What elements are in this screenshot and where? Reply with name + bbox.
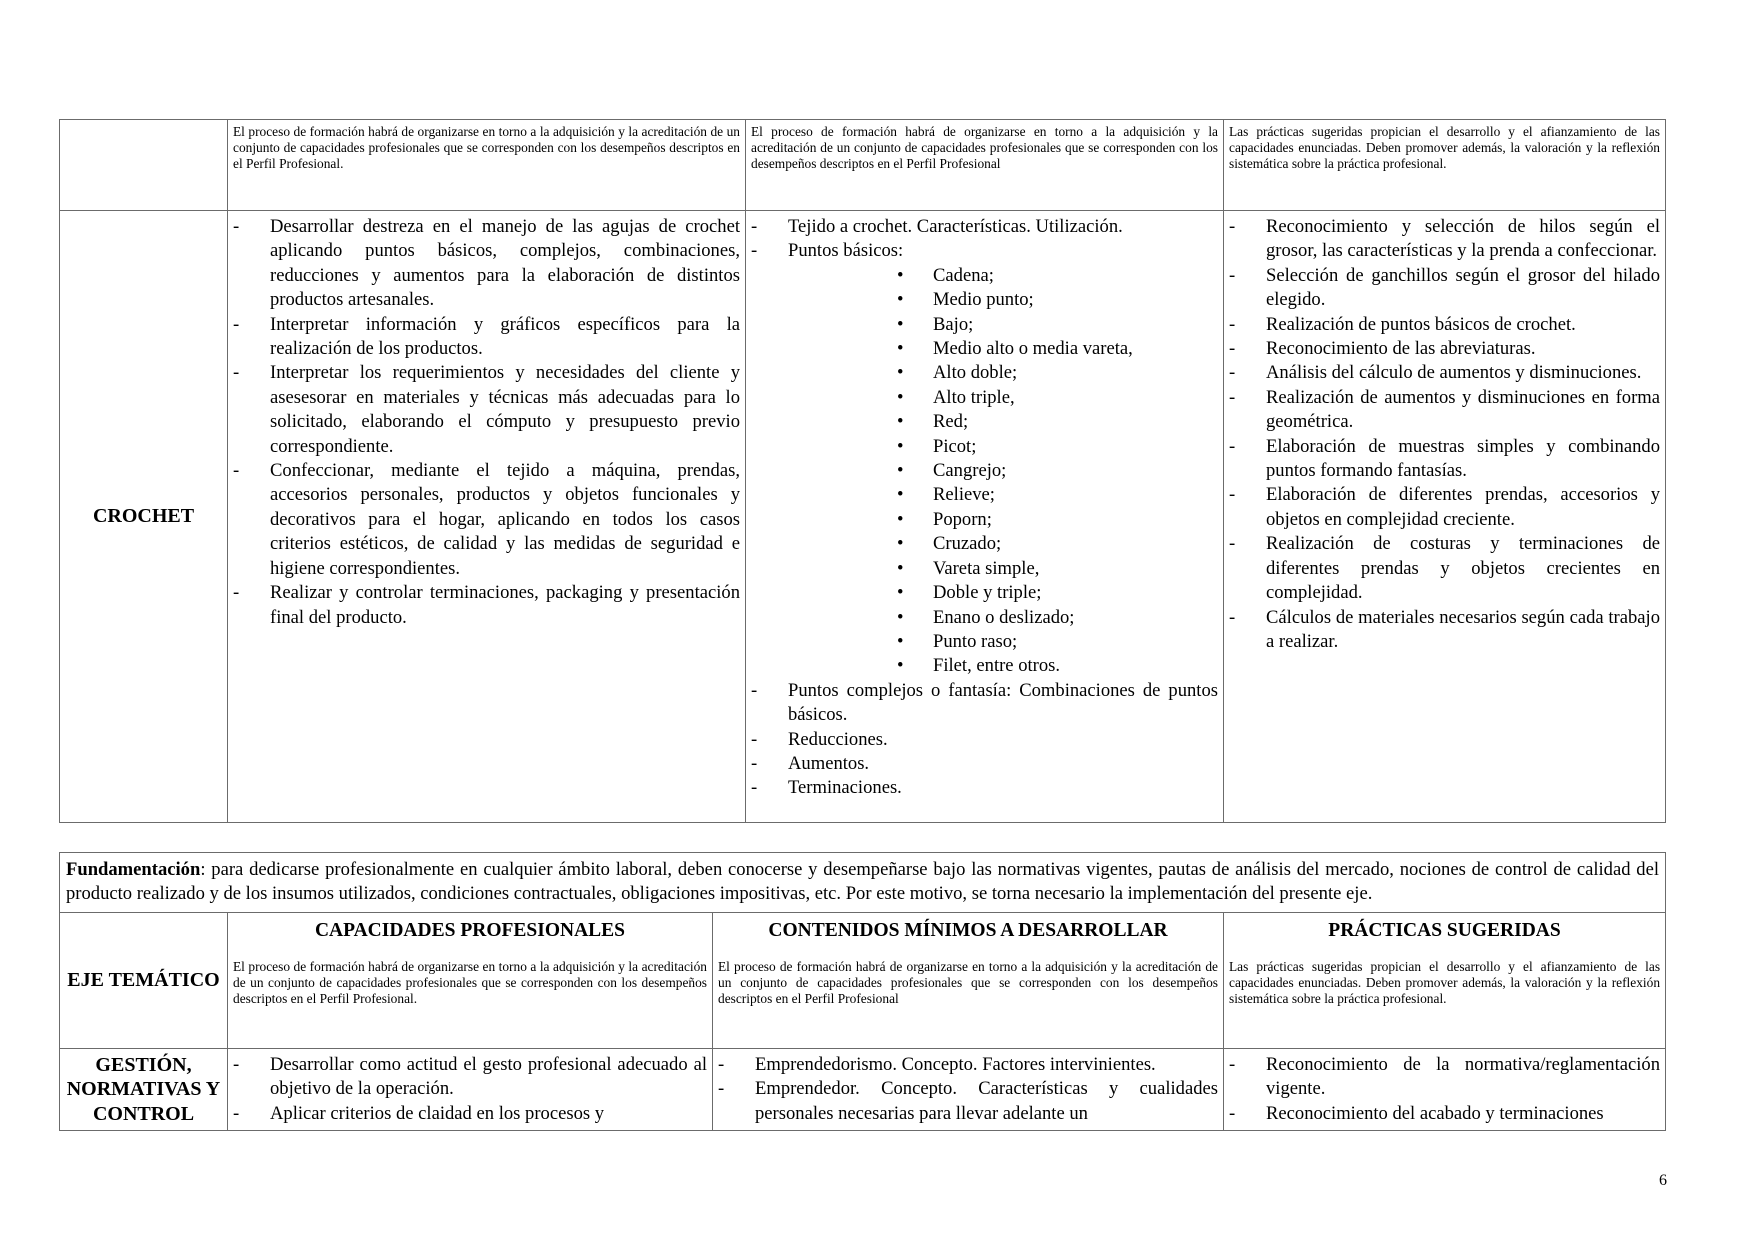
list-item: - Análisis del cálculo de aumentos y disminuciones. <box>1229 361 1660 385</box>
list-item: • Poporn; <box>897 508 1218 532</box>
empty-header-cell <box>60 120 228 211</box>
list-item: • Alto triple, <box>897 386 1218 410</box>
gestion-capacidades-list <box>233 1053 707 1126</box>
practicas-description: Las prácticas sugeridas propician el desarrollo y el afianzamiento de las capacidades enunciadas. Deben promover además, la valoración y la reflexión sistemática sobre la práctica profesional. <box>1224 120 1666 211</box>
list-item: - Emprendedor. Concepto. Características y cualidades personales necesarias para llevar adelante un <box>718 1077 1218 1126</box>
page-number: 6 <box>1659 1172 1667 1189</box>
list-item: - Confeccionar, mediante el tejido a máquina, prendas, accesorios personales, productos y objetos funcionales y decorativos para el hogar, aplicando en todos los casos criterios estéticos, de calidad y las medidas de seguridad e higiene correspondientes. <box>233 459 740 581</box>
capacidades-list <box>233 215 740 630</box>
list-item: - Reconocimiento y selección de hilos según el grosor, las características y la prenda a confeccionar. <box>1229 215 1660 264</box>
gestion-contenidos-list <box>718 1053 1218 1126</box>
gestion-header-row <box>60 912 1666 1048</box>
practicas-header <box>1224 912 1666 1048</box>
list-item: • Vareta simple, <box>897 557 1218 581</box>
fundamentacion-cell <box>60 853 1666 913</box>
capacidades-title: CAPACIDADES PROFESIONALES <box>314 919 626 941</box>
list-item: • Relieve; <box>897 483 1218 507</box>
list-item: - Selección de ganchillos según el grosor del hilado elegido. <box>1229 264 1660 313</box>
list-item: • Punto raso; <box>897 630 1218 654</box>
list-item: - Reconocimiento de las abreviaturas. <box>1229 337 1660 361</box>
practicas-cell <box>1224 211 1666 823</box>
list-item: - Terminaciones. <box>751 776 1218 800</box>
list-item: - Realización de costuras y terminaciones de diferentes prendas y objetos crecientes en complejidad. <box>1229 532 1660 605</box>
list-item: • Bajo; <box>897 313 1218 337</box>
gestion-table <box>59 852 1666 1131</box>
fundamentacion-text: : para dedicarse profesionalmente en cualquier ámbito laboral, deben conocerse y desempeñarse bajo las normativas vigentes, pautas de análisis del mercado, nociones de control de calidad del producto realizado y de los insumos utilizados, condiciones contractuales, obligaciones impositivas, etc. Por este motivo, se torna necesario la implementación del presente eje. <box>66 859 1660 905</box>
crochet-content-row <box>60 211 1666 823</box>
list-item: - Interpretar información y gráficos específicos para la realización de los productos. <box>233 313 740 362</box>
fundamentacion-row <box>60 853 1666 913</box>
crochet-table <box>59 119 1666 823</box>
list-item: • Picot; <box>897 435 1218 459</box>
capacidades-header-description: El proceso de formación habrá de organizarse en torno a la adquisición y la acreditación de un conjunto de capacidades profesionales que se corresponden con los desempeños descriptos en el Perfil Profesional. <box>233 958 707 1006</box>
list-item: - Puntos complejos o fantasía: Combinaciones de puntos básicos. <box>751 679 1218 728</box>
list-item: - Reducciones. <box>751 728 1218 752</box>
eje-gestion: GESTIÓN, NORMATIVAS Y CONTROL <box>60 1048 228 1130</box>
list-item: • Medio alto o media vareta, <box>897 337 1218 361</box>
gestion-contenidos-cell <box>713 1048 1224 1130</box>
list-item: - Puntos básicos: <box>751 239 1218 263</box>
list-item: • Medio punto; <box>897 288 1218 312</box>
list-item: • Enano o deslizado; <box>897 606 1218 630</box>
practicas-list <box>1229 215 1660 654</box>
list-item: • Doble y triple; <box>897 581 1218 605</box>
practicas-header-description: Las prácticas sugeridas propician el desarrollo y el afianzamiento de las capacidades enunciadas. Deben promover además, la valoración y la reflexión sistemática sobre la práctica profesional. <box>1229 958 1661 1006</box>
eje-crochet: CROCHET <box>60 211 228 823</box>
gestion-content-row <box>60 1048 1666 1130</box>
list-item: - Aumentos. <box>751 752 1218 776</box>
contenidos-list-top <box>751 215 1218 264</box>
list-item: • Cangrejo; <box>897 459 1218 483</box>
list-item: - Aplicar criterios de claidad en los procesos y <box>233 1102 707 1126</box>
list-item: - Reconocimiento de la normativa/reglamentación vigente. <box>1229 1053 1660 1102</box>
capacidades-cell <box>228 211 746 823</box>
list-item: - Interpretar los requerimientos y necesidades del cliente y asesesorar en materiales y técnicas más adecuadas para lo solicitado, elaborando el cómputo y presupuesto previo correspondiente. <box>233 361 740 459</box>
list-item: - Desarrollar como actitud el gesto profesional adecuado al objetivo de la operación. <box>233 1053 707 1102</box>
gestion-practicas-cell <box>1224 1048 1666 1130</box>
eje-tematico-header: EJE TEMÁTICO <box>60 912 228 1048</box>
capacidades-description: El proceso de formación habrá de organizarse en torno a la adquisición y la acreditación de un conjunto de capacidades profesionales que se corresponden con los desempeños descriptos en el Perfil Profesional. <box>228 120 746 211</box>
contenidos-description: El proceso de formación habrá de organizarse en torno a la adquisición y la acreditación de un conjunto de capacidades profesionales que se corresponden con los desempeños descriptos en el Perfil Profesional <box>746 120 1224 211</box>
contenidos-title: CONTENIDOS MÍNIMOS A DESARROLLAR <box>768 919 1168 941</box>
fundamentacion-label: Fundamentación <box>66 859 201 880</box>
practicas-title: PRÁCTICAS SUGERIDAS <box>1328 919 1561 941</box>
list-item: - Realización de puntos básicos de crochet. <box>1229 313 1660 337</box>
gestion-practicas-list <box>1229 1053 1660 1126</box>
list-item: - Cálculos de materiales necesarios según cada trabajo a realizar. <box>1229 606 1660 655</box>
list-item: • Red; <box>897 410 1218 434</box>
puntos-basicos-list <box>751 264 1218 679</box>
contenidos-cell <box>746 211 1224 823</box>
contenidos-list-bottom <box>751 679 1218 801</box>
list-item: • Alto doble; <box>897 361 1218 385</box>
crochet-header-row <box>60 120 1666 211</box>
contenidos-header-description: El proceso de formación habrá de organizarse en torno a la adquisición y la acreditación de un conjunto de capacidades profesionales que se corresponden con los desempeños descriptos en el Perfil Profesional <box>718 958 1218 1006</box>
list-item: - Realizar y controlar terminaciones, packaging y presentación final del producto. <box>233 581 740 630</box>
gestion-capacidades-cell <box>228 1048 713 1130</box>
list-item: - Emprendedorismo. Concepto. Factores intervinientes. <box>718 1053 1218 1077</box>
list-item: - Tejido a crochet. Características. Utilización. <box>751 215 1218 239</box>
list-item: - Elaboración de diferentes prendas, accesorios y objetos en complejidad creciente. <box>1229 483 1660 532</box>
list-item: - Reconocimiento del acabado y terminaciones <box>1229 1102 1660 1126</box>
list-item: - Desarrollar destreza en el manejo de las agujas de crochet aplicando puntos básicos, complejos, combinaciones, reducciones y aumentos para la elaboración de distintos productos artesanales. <box>233 215 740 313</box>
list-item: • Filet, entre otros. <box>897 654 1218 678</box>
capacidades-header <box>228 912 713 1048</box>
list-item: - Elaboración de muestras simples y combinando puntos formando fantasías. <box>1229 435 1660 484</box>
list-item: - Realización de aumentos y disminuciones en forma geométrica. <box>1229 386 1660 435</box>
contenidos-header <box>713 912 1224 1048</box>
list-item: • Cruzado; <box>897 532 1218 556</box>
list-item: • Cadena; <box>897 264 1218 288</box>
